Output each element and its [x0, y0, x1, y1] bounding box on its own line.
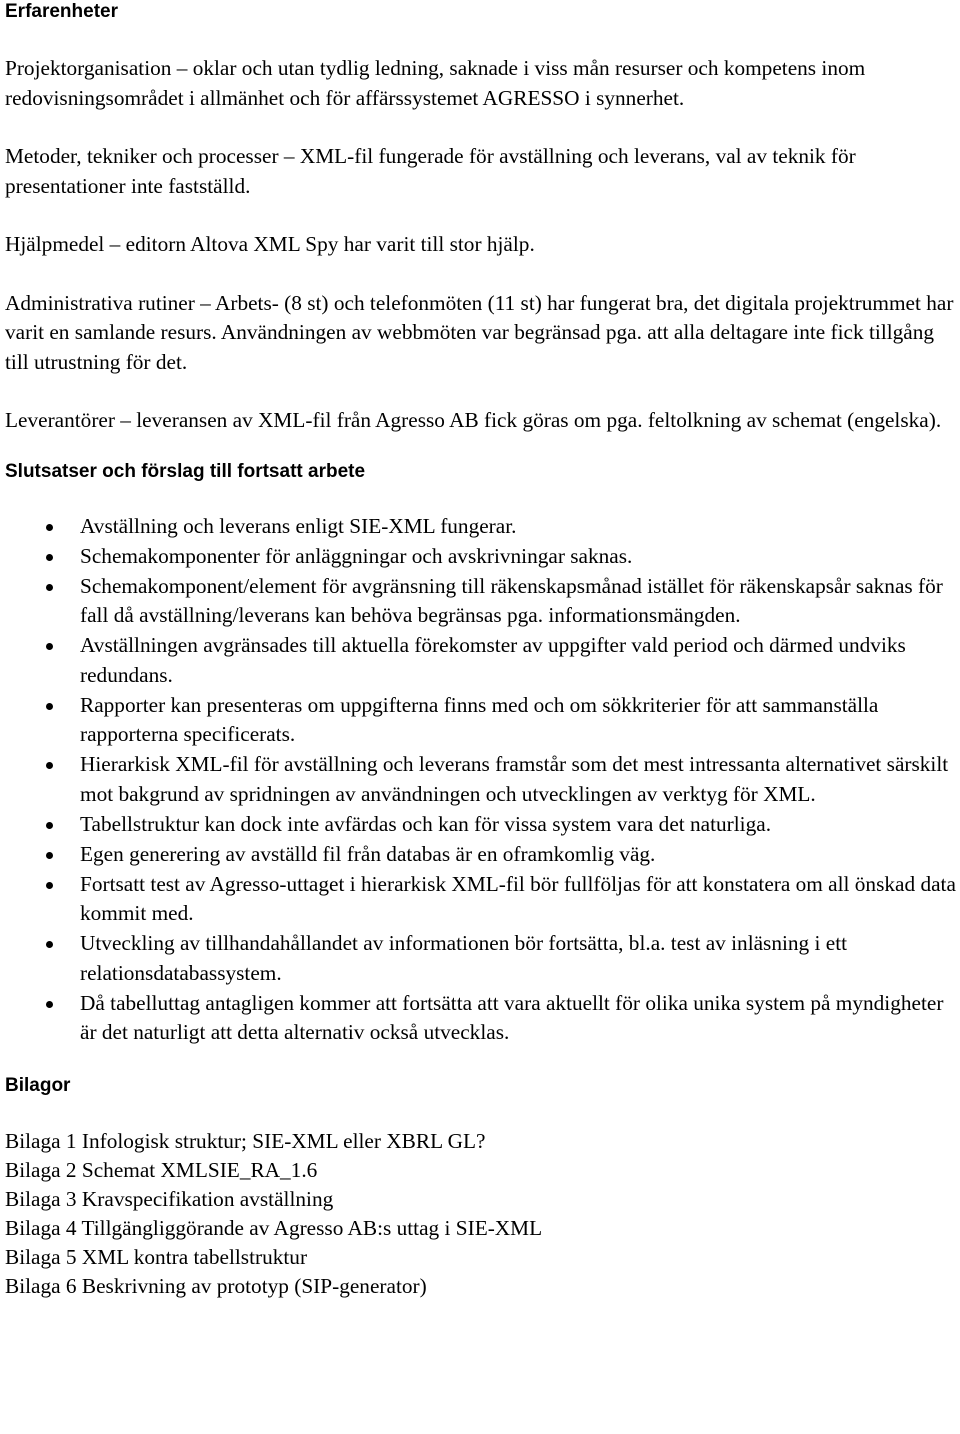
bullet-icon	[46, 852, 53, 859]
list-item-text: Då tabelluttag antagligen kommer att fortsätta att vara aktuellt för olika unika system på myndigheter är det naturligt att detta alternativ också utvecklas.	[80, 990, 944, 1044]
bullet-icon	[46, 703, 53, 710]
list-item-text: Schemakomponenter för anläggningar och avskrivningar saknas.	[80, 543, 633, 568]
paragraph-projektorganisation: Projektorganisation – oklar och utan tydlig ledning, saknade i viss mån resurser och kompetens inom redovisningsområdet i allmänhet och för affärssystemet AGRESSO i synnerhet.	[5, 56, 866, 110]
list-item-text: Rapporter kan presenteras om uppgifterna finns med och om sökkriterier för att sammanställa rapporterna specificerats.	[80, 692, 879, 746]
appendix-item-1: Bilaga 1 Infologisk struktur; SIE-XML eller XBRL GL?	[5, 1128, 486, 1153]
list-item	[5, 691, 960, 750]
list-item-text: Fortsatt test av Agresso-uttaget i hierarkisk XML-fil bör fullföljas för att konstatera om all önskad data kommit med.	[80, 871, 956, 925]
list-item-text: Egen generering av avställd fil från databas är en oframkomlig väg.	[80, 841, 656, 866]
paragraph-leverantorer: Leverantörer – leveransen av XML-fil från Agresso AB fick göras om pga. feltolkning av schemat (engelska).	[5, 408, 942, 432]
list-item	[5, 989, 960, 1048]
bullet-icon	[46, 554, 53, 561]
bullet-icon	[46, 762, 53, 769]
list-item	[5, 631, 960, 690]
list-item-text: Avställning och leverans enligt SIE-XML fungerar.	[80, 513, 517, 538]
list-item	[5, 542, 960, 572]
list-item	[5, 929, 960, 988]
list-item	[5, 750, 960, 809]
bullet-icon	[46, 1001, 53, 1008]
appendix-item-5: Bilaga 5 XML kontra tabellstruktur	[5, 1244, 308, 1269]
list-item-text: Utveckling av tillhandahållandet av informationen bör fortsätta, bl.a. test av inläsning i ett relationsdatabassystem.	[80, 931, 848, 985]
bullet-icon	[46, 882, 53, 889]
heading-erfarenheter: Erfarenheter	[5, 1, 118, 22]
paragraph-administrativa-rutiner: Administrativa rutiner – Arbets- (8 st) och telefonmöten (11 st) har fungerat bra, det digitala projektrummet har varit en samlande resurs. Användningen av webbmöten var begränsad pga. att alla deltagare inte fick tillgång till utrustning för det.	[5, 290, 954, 374]
bullet-icon	[46, 584, 53, 591]
list-item	[5, 870, 960, 929]
appendix-list	[5, 1127, 960, 1301]
list-item-text: Tabellstruktur kan dock inte avfärdas och kan för vissa system vara det naturliga.	[80, 811, 772, 836]
list-item	[5, 512, 960, 542]
heading-bilagor: Bilagor	[5, 1074, 71, 1096]
bullet-icon	[46, 941, 53, 948]
list-item-text: Avställningen avgränsades till aktuella förekomster av uppgifter vald period och därmed undviks redundans.	[80, 633, 906, 687]
appendix-item-4: Bilaga 4 Tillgängliggörande av Agresso AB:s uttag i SIE-XML	[5, 1215, 543, 1240]
appendix-item-2: Bilaga 2 Schemat XMLSIE_RA_1.6	[5, 1157, 318, 1182]
bullet-icon	[46, 822, 53, 829]
list-item-text: Schemakomponent/element för avgränsning till räkenskapsmånad istället för räkenskapsår saknas för fall då avställning/leverans kan behöva begränsas pga. informationsmängden.	[80, 573, 943, 627]
paragraph-hjalpmedel: Hjälpmedel – editorn Altova XML Spy har varit till stor hjälp.	[5, 232, 535, 256]
appendix-item-3: Bilaga 3 Kravspecifikation avställning	[5, 1186, 334, 1211]
heading-slutsatser: Slutsatser och förslag till fortsatt arbete	[5, 460, 366, 482]
appendix-item-6: Bilaga 6 Beskrivning av prototyp (SIP-generator)	[5, 1273, 427, 1298]
list-item	[5, 840, 960, 870]
bullet-icon	[46, 524, 53, 531]
bullet-icon	[46, 643, 53, 650]
list-item	[5, 572, 960, 631]
list-item-text: Hierarkisk XML-fil för avställning och leverans framstår som det mest intressanta alternativet särskilt mot bakgrund av spridningen av användningen och utvecklingen av verktyg för XML.	[80, 752, 949, 806]
paragraph-metoder: Metoder, tekniker och processer – XML-fil fungerade för avställning och leverans, val av teknik för presentationer inte fastställd.	[5, 144, 856, 198]
conclusions-list	[5, 512, 960, 1048]
document-page	[5, 0, 960, 1301]
list-item	[5, 810, 960, 840]
